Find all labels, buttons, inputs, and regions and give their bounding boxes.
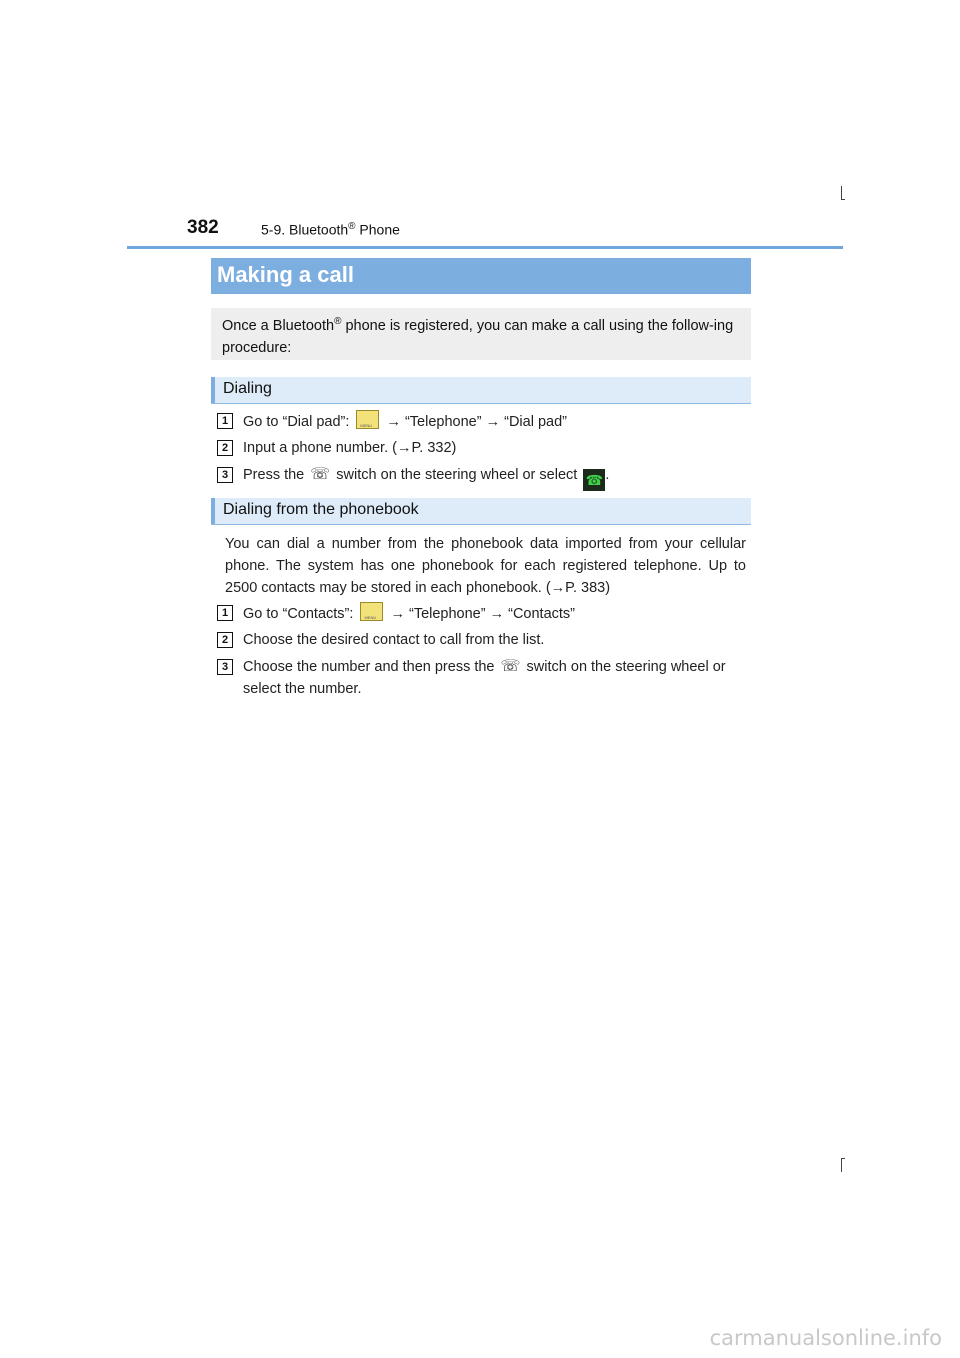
- step-text: [243, 410, 748, 433]
- phonebook-heading: Dialing from the phonebook: [223, 501, 419, 518]
- step-text: [243, 464, 748, 491]
- steering-phone-switch-icon: ☏: [500, 658, 521, 675]
- dialing-heading: Dialing: [223, 380, 272, 397]
- page-number: 382: [187, 217, 219, 238]
- step-number: 2: [217, 440, 233, 456]
- call-button-icon: ☎: [583, 469, 605, 491]
- section-title-bar: [211, 258, 751, 294]
- step-number: 3: [217, 659, 233, 675]
- section-suffix: Phone: [355, 221, 400, 238]
- step-text: [243, 656, 748, 700]
- step-text: Input a phone number. (→P. 332): [243, 440, 457, 456]
- section-title: Making a call: [217, 262, 354, 287]
- intro-part1: Once a Bluetooth: [222, 317, 335, 334]
- step-text-post: → “Telephone” → “Contacts”: [386, 606, 576, 622]
- intro-part2: phone is registered, you can make a call using the follow-ing procedure:: [222, 317, 734, 356]
- intro-registered-mark: ®: [334, 316, 342, 327]
- watermark: carmanualsonline.info: [709, 1326, 942, 1350]
- section-prefix: 5-9. Bluetooth: [261, 221, 349, 238]
- intro-box: [211, 308, 751, 360]
- menu-button-icon: [360, 602, 383, 621]
- step-number: 3: [217, 467, 233, 483]
- menu-button-icon: [356, 410, 379, 429]
- steering-phone-switch-icon: ☏: [310, 466, 331, 483]
- step-text-post: → “Telephone” → “Dial pad”: [382, 414, 567, 430]
- step-number: 1: [217, 605, 233, 621]
- step-text: [243, 602, 748, 625]
- step-text-post: .: [605, 467, 610, 483]
- step-text-pre: Go to “Dial pad”:: [243, 414, 354, 430]
- registered-mark: ®: [348, 221, 356, 232]
- step-number: 2: [217, 632, 233, 648]
- step-text-post: switch on the steering wheel or select the number.: [243, 659, 726, 697]
- crop-mark-bottom-foot: [841, 1158, 845, 1159]
- crop-mark-top: [841, 186, 842, 200]
- step-number: 1: [217, 413, 233, 429]
- section-path: [261, 221, 400, 238]
- step-text-pre: Choose the number and then press the: [243, 659, 499, 675]
- dialing-heading-bar: [211, 377, 751, 404]
- page-header: [127, 212, 843, 249]
- phonebook-heading-bar: [211, 498, 751, 525]
- step-text-pre: Go to “Contacts”:: [243, 606, 358, 622]
- step-text-pre: Press the: [243, 467, 309, 483]
- crop-mark-top-foot: [841, 199, 845, 200]
- step-text-mid: switch on the steering wheel or select: [332, 467, 582, 483]
- step-text: Choose the desired contact to call from the list.: [243, 632, 545, 648]
- phonebook-description: You can dial a number from the phonebook data imported from your cellular phone. The system has one phonebook for each registered telephone. Up to 2500 contacts may be stored in each phonebook. (→P. 383): [225, 536, 746, 596]
- crop-mark-bottom: [841, 1158, 842, 1172]
- intro-text: [222, 311, 742, 359]
